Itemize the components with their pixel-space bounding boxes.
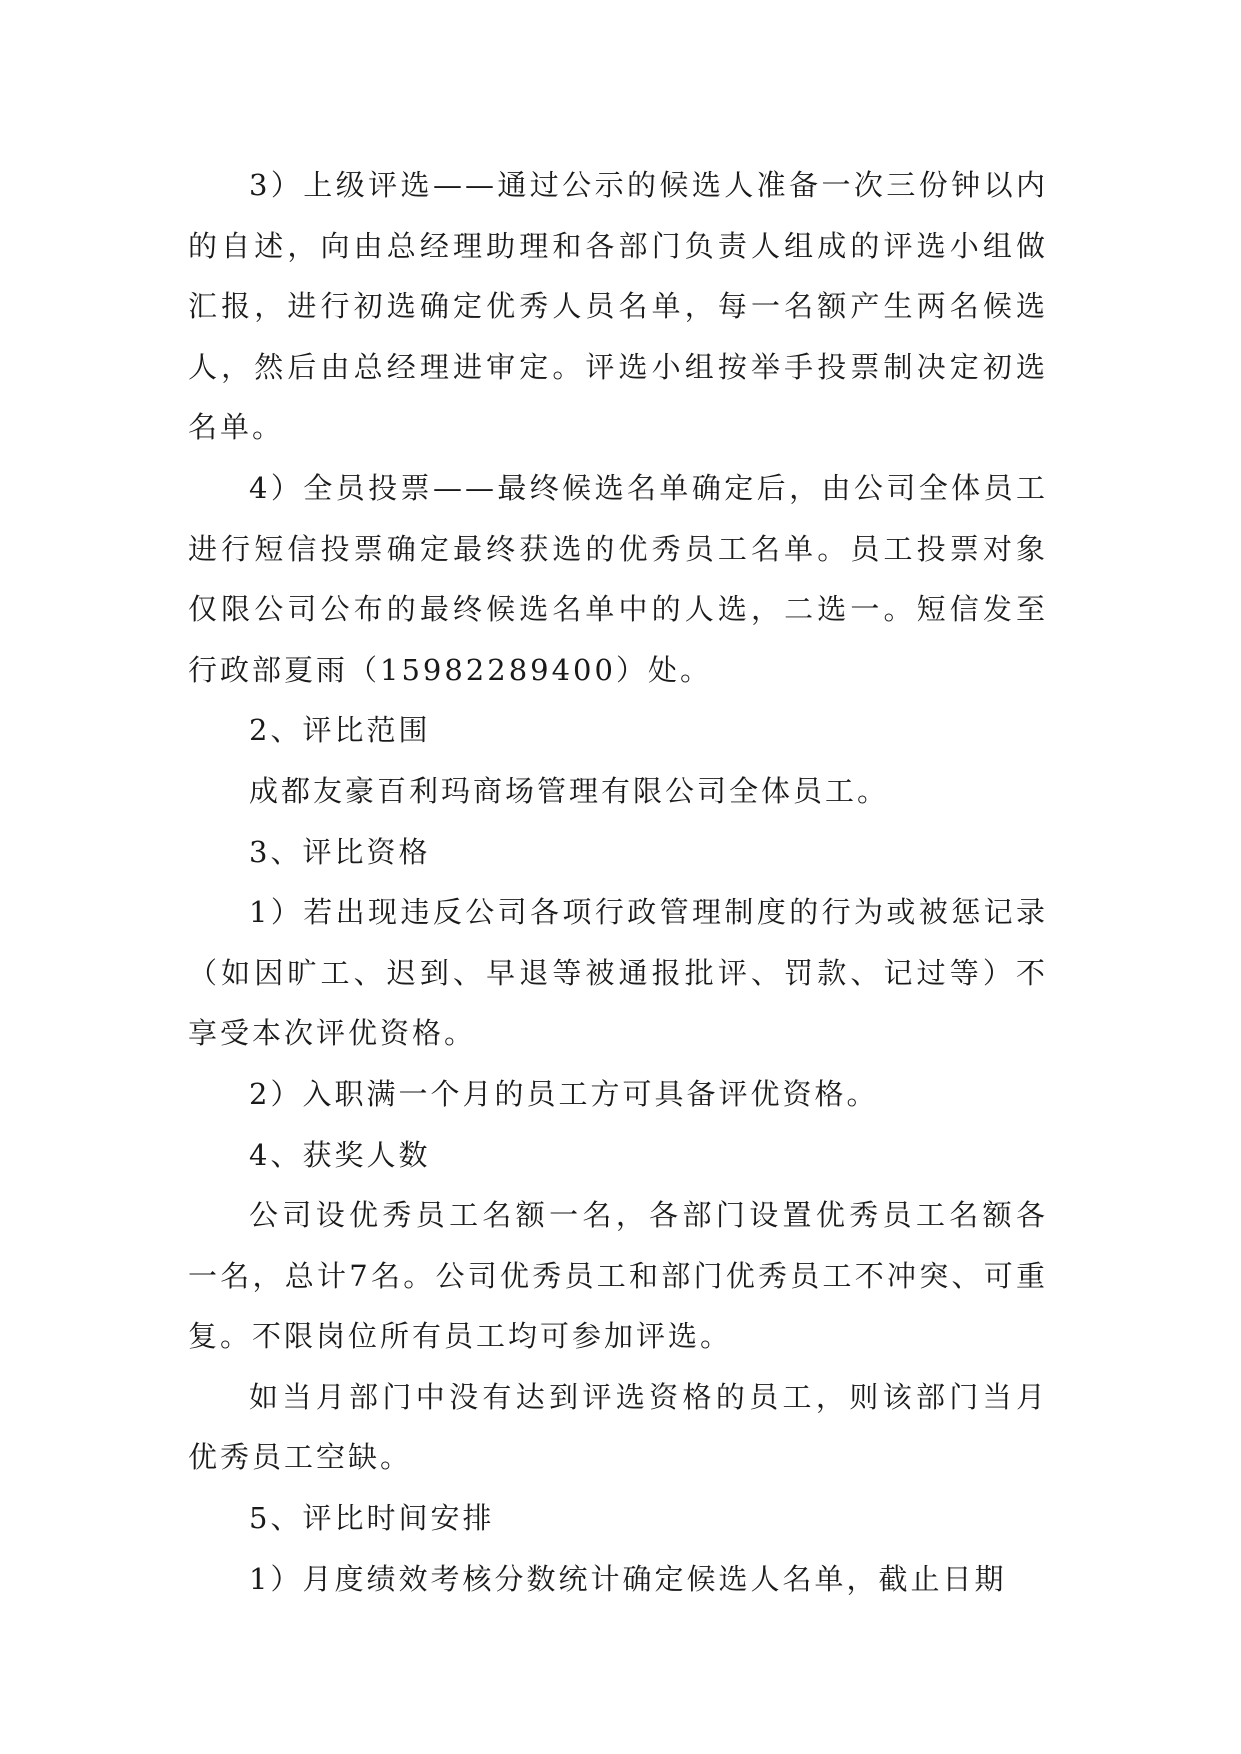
heading-eligibility: 3、评比资格: [249, 834, 431, 869]
heading-award-count: 4、获奖人数: [249, 1137, 431, 1172]
paragraph-award-count: 公司设优秀员工名额一名，各部门设置优秀员工名额各一名，总计7名。公司优秀员工和部门优秀员工不冲突、可重复。不限岗位所有员工均可参加评选。: [188, 1198, 1048, 1354]
paragraph-schedule-1: 1）月度绩效考核分数统计确定候选人名单，截止日期: [249, 1561, 1007, 1596]
heading-scope: 2、评比范围: [249, 713, 431, 748]
paragraph-level-review: 3）上级评选——通过公示的候选人准备一次三份钟以内的自述，向由总经理助理和各部门负责人组成的评选小组做汇报，进行初选确定优秀人员名单，每一名额产生两名候选人，然后由总经理进审定。评选小组按举手投票制决定初选名单。: [188, 168, 1048, 445]
paragraph-eligibility-2: 2）入职满一个月的员工方可具备评优资格。: [249, 1076, 879, 1111]
heading-schedule: 5、评比时间安排: [249, 1501, 495, 1536]
paragraph-vacancy: 如当月部门中没有达到评选资格的员工，则该部门当月优秀员工空缺。: [188, 1379, 1048, 1475]
paragraph-eligibility-1: 1）若出现违反公司各项行政管理制度的行为或被惩记录（如因旷工、迟到、早退等被通报批评、罚款、记过等）不享受本次评优资格。: [188, 895, 1048, 1051]
document-body: [188, 155, 1048, 1609]
paragraph-scope: 成都友豪百利玛商场管理有限公司全体员工。: [249, 773, 890, 808]
paragraph-all-staff-vote: 4）全员投票——最终候选名单确定后，由公司全体员工进行短信投票确定最终获选的优秀员工名单。员工投票对象仅限公司公布的最终候选名单中的人选，二选一。短信发至行政部夏雨（15982289400）处。: [188, 470, 1048, 687]
